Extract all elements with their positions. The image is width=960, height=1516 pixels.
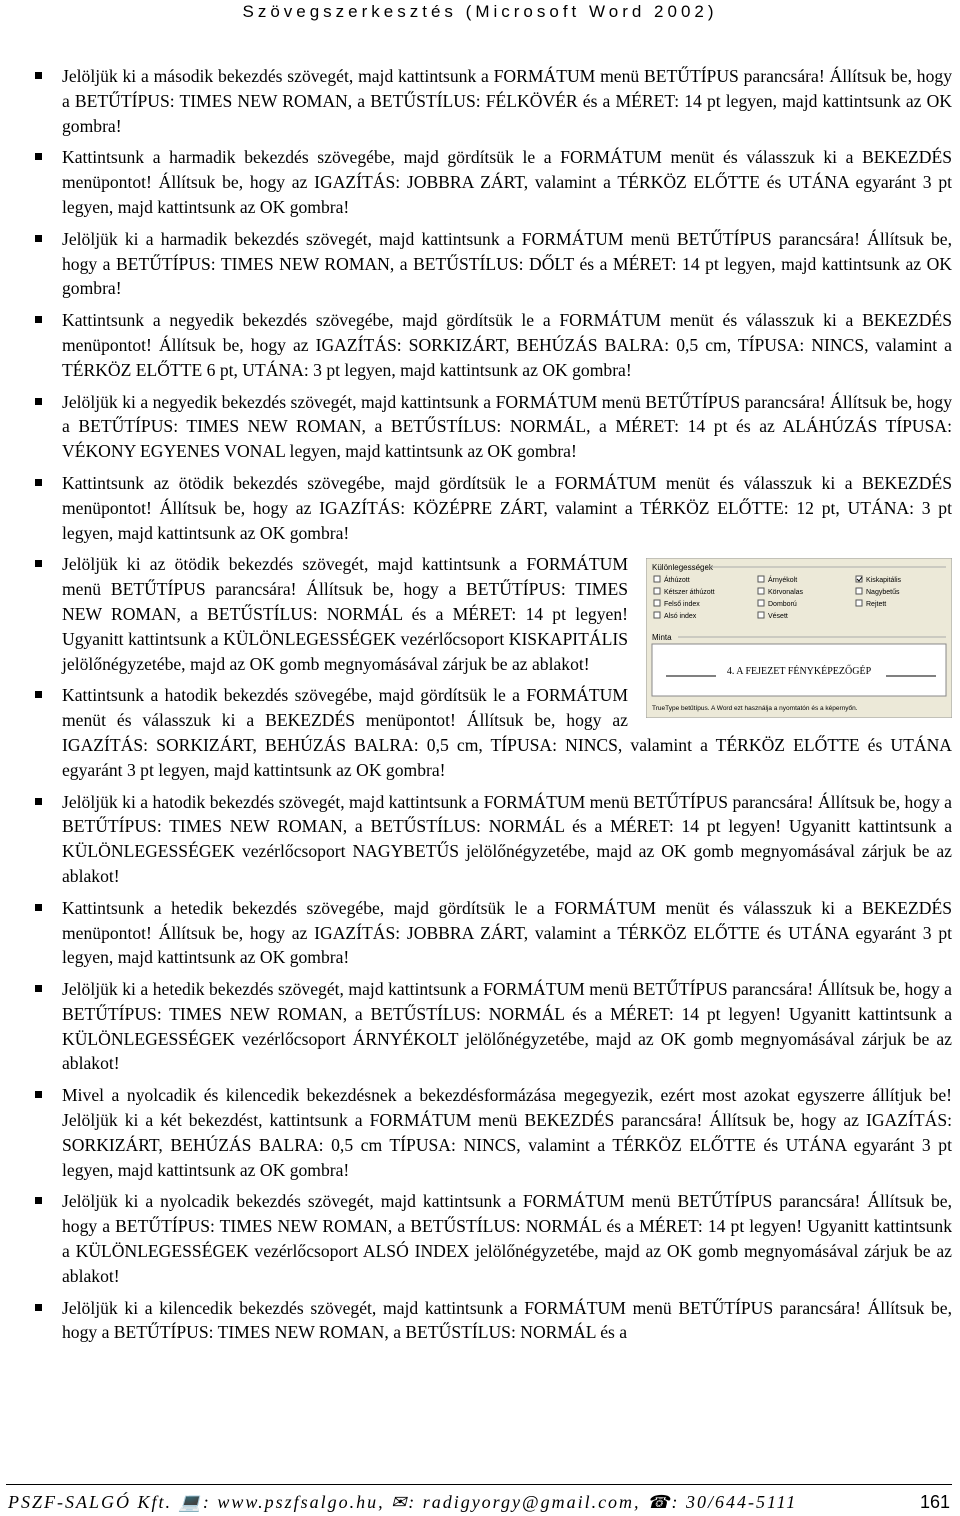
dialog-option-checked: Kiskapitális [866,577,902,585]
list-item: Jelöljük ki a nyolcadik bekezdés szövegét, majd kattintsunk a FORMÁTUM menü BETŰTÍPUS parancsára! Állítsuk be, hogy a BETŰTÍPUS: TIMES NEW ROMAN, a BETŰSTÍLUS: NORMÁL és a MÉRET: 14 pt legyen! Ugyanitt kattintsunk a KÜLÖNLEGESSÉGEK vezérlőcsoport ALSÓ INDEX jelölőnégyzetébe, majd az OK gomb megnyomásával zárjuk be az ablakot! [62,1189,952,1288]
list-item: Jelöljük ki a kilencedik bekezdés szövegét, majd kattintsunk a FORMÁTUM menü BETŰTÍPUS parancsára! Állítsuk be, hogy a BETŰTÍPUS: TIMES NEW ROMAN, a BETŰSTÍLUS: NORMÁL és a [62,1296,952,1346]
dialog-option: Árnyékolt [768,577,798,585]
footer-divider [6,1484,952,1485]
list-item: Jelöljük ki a második bekezdés szövegét, majd kattintsunk a FORMÁTUM menü BETŰTÍPUS parancsára! Állítsuk be, hogy a BETŰTÍPUS: TIMES NEW ROMAN, a BETŰSTÍLUS: FÉLKÖVÉR és a MÉRET: 14 pt legyen, majd kattintsunk az OK gombra! [62,64,952,138]
dialog-option: Rejtett [866,601,887,609]
footer-contact: PSZF-SALGÓ Kft. 💻: www.pszfsalgo.hu, ✉: radigyorgy@gmail.com, ☎: 30/644-5111 [8,1492,798,1512]
list-item: Jelöljük ki a hetedik bekezdés szövegét, majd kattintsunk a FORMÁTUM menü BETŰTÍPUS parancsára! Állítsuk be, hogy a BETŰTÍPUS: TIMES NEW ROMAN, a BETŰSTÍLUS: NORMÁL és a MÉRET: 14 pt legyen! Ugyanitt kattintsunk a KÜLÖNLEGESSÉGEK vezérlőcsoport ÁRNYÉKOLT jelölőnégyzetébe, majd az OK gomb megnyomásával zárjuk be az ablakot! [62,977,952,1076]
dialog-option: Felső index [664,601,700,609]
dialog-option: Vésett [768,613,788,621]
page-number: 161 [919,1492,950,1512]
document-body [0,64,960,1352]
dialog-preview-text: 4. A FEJEZET FÉNYKÉPEZŐGÉP [726,666,872,678]
list-item: Kattintsunk a negyedik bekezdés szövegébe, majd gördítsük le a FORMÁTUM menüt és válasszuk ki a BEKEZDÉS menüpontot! Állítsuk be, hogy az IGAZÍTÁS: SORKIZÁRT, BEHÚZÁS BALRA: 0,5 cm, TÍPUSA: NINCS, valamint a TÉRKÖZ ELŐTTE 6 pt, UTÁNA: 3 pt legyen, majd kattintsunk az OK gombra! [62,308,952,382]
list-item: Mivel a nyolcadik és kilencedik bekezdésnek a bekezdésformázása megegyezik, ezért most azokat egyszerre állítjuk be! Jelöljük ki a két bekezdést, kattintsunk a FORMÁTUM menü BEKEZDÉS parancsára! Állítsuk be, hogy az IGAZÍTÁS: SORKIZÁRT, BEHÚZÁS BALRA: 0,5 cm TÍPUSA: NINCS, valamint a TÉRKÖZ ELŐTTE és UTÁNA egyaránt 3 pt legyen, majd kattintsunk az OK gombra! [62,1083,952,1182]
page-header: Szövegszerkesztés (Microsoft Word 2002) [242,2,718,21]
list-item: Kattintsunk az ötödik bekezdés szövegébe, majd gördítsük le a FORMÁTUM menüt és válasszuk ki a BEKEZDÉS menüpontot! Állítsuk be, hogy az IGAZÍTÁS: KÖZÉPRE ZÁRT, valamint a TÉRKÖZ ELŐTTE: 12 pt, UTÁNA: 3 pt legyen, majd kattintsunk az OK gombra! [62,471,952,545]
dialog-group-title: Különlegességek [652,563,713,573]
dialog-preview-label: Minta [652,633,672,643]
dialog-option: Domború [768,601,797,609]
list-item: Jelöljük ki a hatodik bekezdés szövegét, majd kattintsunk a FORMÁTUM menü BETŰTÍPUS parancsára! Állítsuk be, hogy a BETŰTÍPUS: TIMES NEW ROMAN, a BETŰSTÍLUS: NORMÁL és a MÉRET: 14 pt legyen! Ugyanitt kattintsunk a KÜLÖNLEGESSÉGEK vezérlőcsoport NAGYBETŰS jelölőnégyzetébe, majd az OK gomb megnyomásával zárjuk be az ablakot! [62,790,952,889]
dialog-option: Alsó index [664,613,697,621]
dialog-option: Körvonalas [768,589,804,597]
dialog-option: Kétszer áthúzott [664,589,715,597]
page-footer [0,1488,960,1516]
dialog-option: Nagybetűs [866,589,900,597]
list-item-with-figure [62,552,952,713]
dialog-caption: TrueType betűtípus. A Word ezt használja a nyomtatón és a képernyőn. [652,705,858,713]
list-item: Kattintsunk a harmadik bekezdés szövegébe, majd gördítsük le a FORMÁTUM menüt és válasszuk ki a BEKEZDÉS menüpontot! Állítsuk be, hogy az IGAZÍTÁS: JOBBRA ZÁRT, valamint a TÉRKÖZ ELŐTTE és UTÁNA egyaránt 3 pt legyen, majd kattintsunk az OK gombra! [62,145,952,219]
dialog-option: Áthúzott [664,577,690,585]
list-item: Jelöljük ki a negyedik bekezdés szövegét, majd kattintsunk a FORMÁTUM menü BETŰTÍPUS parancsára! Állítsuk be, hogy a BETŰTÍPUS: TIMES NEW ROMAN, a BETŰSTÍLUS: NORMÁL, a MÉRET: 14 pt és az ALÁHÚZÁS TÍPUSA: VÉKONY EGYENES VONAL legyen, majd kattintsunk az OK gombra! [62,390,952,464]
list-item: Jelöljük ki a harmadik bekezdés szövegét, majd kattintsunk a FORMÁTUM menü BETŰTÍPUS parancsára! Állítsuk be, hogy a BETŰTÍPUS: TIMES NEW ROMAN, a BETŰSTÍLUS: DŐLT és a MÉRET: 14 pt legyen, majd kattintsunk az OK gombra! [62,227,952,301]
list-item: Kattintsunk a hatodik bekezdés szövegébe, majd gördítsük le a FORMÁTUM menüt és válasszuk ki a BEKEZDÉS menüpontot! Állítsuk be, hogy az IGAZÍTÁS: SORKIZÁRT, BEHÚZÁS BALRA: 0,5 cm, TÍPUSA: NINCS, valamint a TÉRKÖZ ELŐTTE és UTÁNA egyaránt 3 pt legyen, majd kattintsunk az OK gombra! [62,683,952,782]
list-item: Kattintsunk a hetedik bekezdés szövegébe, majd gördítsük le a FORMÁTUM menüt és válasszuk ki a BEKEZDÉS menüpontot! Állítsuk be, hogy az IGAZÍTÁS: JOBBRA ZÁRT, valamint a TÉRKÖZ ELŐTTE és UTÁNA egyaránt 3 pt legyen, majd kattintsunk az OK gombra! [62,896,952,970]
list-item-text: Jelöljük ki az ötödik bekezdés szövegét, majd kattintsunk a FORMÁTUM menü BETŰTÍPUS parancsára! Állítsuk be, hogy a BETŰTÍPUS: TIMES NEW ROMAN, a BETŰSTÍLUS: NORMÁL és a MÉRET: 14 pt legyen! Ugyanitt kattintsunk a KÜLÖNLEGESSÉGEK vezérlőcsoport KISKAPITÁLIS jelölőnégyzetébe, majd az OK gomb megnyomásával zárjuk be az ablakot! [62,554,628,674]
